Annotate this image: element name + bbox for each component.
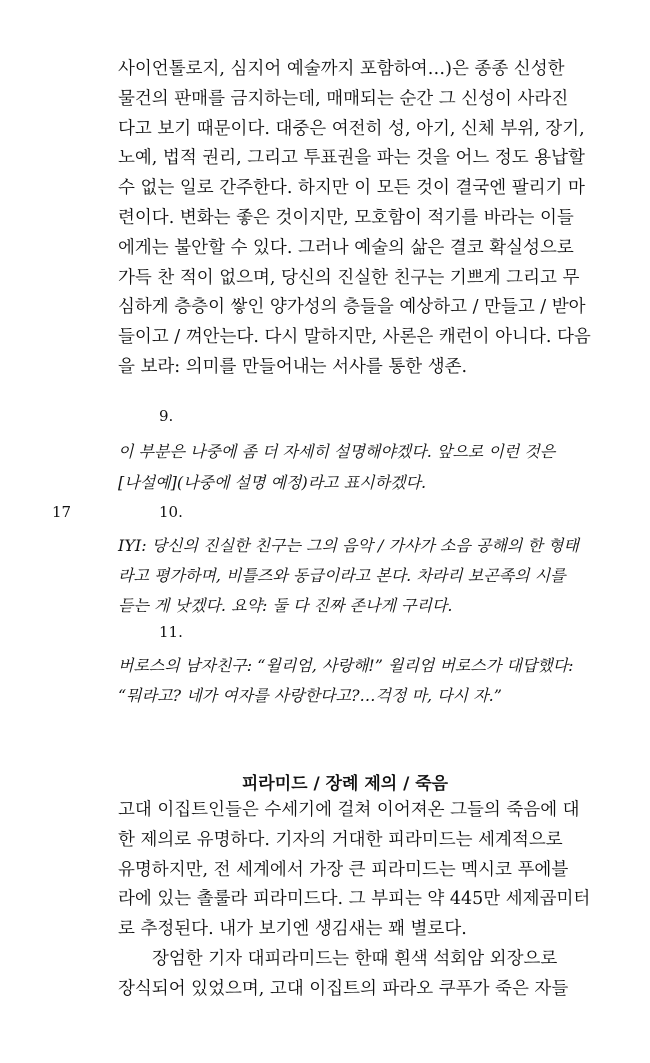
body-line: 노예, 법적 권리, 그리고 투표권을 파는 것을 어느 정도 용납할: [118, 148, 585, 169]
body-line: 심하게 층층이 쌓인 양가성의 층들을 예상하고 / 만들고 / 받아: [118, 297, 586, 318]
body-line: 사이언톨로지, 심지어 예술까지 포함하여…)은 종종 신성한: [118, 59, 565, 79]
body-line: 들이고 / 껴안는다. 다시 말하지만, 사론은 캐런이 아니다. 다음: [118, 327, 591, 348]
footnote-number: 9.: [159, 407, 174, 425]
body-line: 을 보라: 의미를 만들어내는 서사를 통한 생존.: [118, 356, 468, 377]
body-line: 장엄한 기자 대피라미드는 한때 흰색 석회암 외장으로: [152, 949, 558, 969]
body-line: 에게는 불안할 수 있다. 그러나 예술의 삶은 결코 확실성으로: [118, 237, 574, 258]
footnote-line: “뭐라고? 네가 여자를 사랑한다고?…걱정 마, 다시 자.”: [118, 686, 502, 705]
footnote-line: 버로스의 남자친구: “윌리엄, 사랑해!” 윌리엄 버로스가 대답했다:: [118, 656, 574, 675]
section-heading: 피라미드 / 장례 제의 / 죽음: [241, 774, 449, 794]
body-line: 유명하지만, 전 세계에서 가장 큰 피라미드는 멕시코 푸에블: [118, 859, 569, 880]
footnote-line: 라고 평가하며, 비틀즈와 동급이라고 본다. 차라리 보곤족의 시를: [118, 566, 566, 585]
body-line: 장식되어 있었으며, 고대 이집트의 파라오 쿠푸가 죽은 자들: [118, 978, 569, 999]
page-number: 17: [52, 503, 72, 521]
footnote-line: IYI: 당신의 진실한 친구는 그의 음악 / 가사가 소음 공해의 한 형태: [118, 536, 579, 555]
body-line: 물건의 판매를 금지하는데, 매매되는 순간 그 신성이 사라진: [118, 88, 569, 109]
body-line: 한 제의로 유명하다. 기자의 거대한 피라미드는 세계적으로: [118, 829, 563, 850]
footnote-line: 듣는 게 낫겠다. 요약: 둘 다 진짜 존나게 구리다.: [118, 596, 453, 615]
footnote-number: 11.: [159, 623, 183, 641]
body-line: 수 없는 일로 간주한다. 하지만 이 모든 것이 결국엔 팔리기 마: [118, 178, 585, 199]
footnote-line: 이 부분은 나중에 좀 더 자세히 설명해야겠다. 앞으로 이런 것은: [118, 442, 556, 461]
body-paragraph-top: [118, 55, 591, 383]
body-line: 련이다. 변화는 좋은 것이지만, 모호함이 적기를 바라는 이들: [118, 207, 574, 228]
body-line: 가득 찬 적이 없으며, 당신의 진실한 친구는 기쁘게 그리고 무: [118, 267, 580, 288]
body-line: 로 추정된다. 내가 보기엔 생김새는 꽤 별로다.: [118, 919, 467, 940]
footnote-line: [나설예](나중에 설명 예정)라고 표시하겠다.: [118, 473, 427, 492]
body-line: 라에 있는 촐룰라 피라미드다. 그 부피는 약 445만 세제곱미터: [118, 889, 591, 910]
footnote-number: 10.: [159, 503, 183, 521]
section-paragraph: [118, 945, 570, 1005]
section-paragraph: [118, 796, 591, 945]
body-line: 다고 보기 때문이다. 대중은 여전히 성, 아기, 신체 부위, 장기,: [118, 118, 585, 139]
body-line: 고대 이집트인들은 수세기에 걸쳐 이어져온 그들의 죽음에 대: [118, 800, 580, 820]
